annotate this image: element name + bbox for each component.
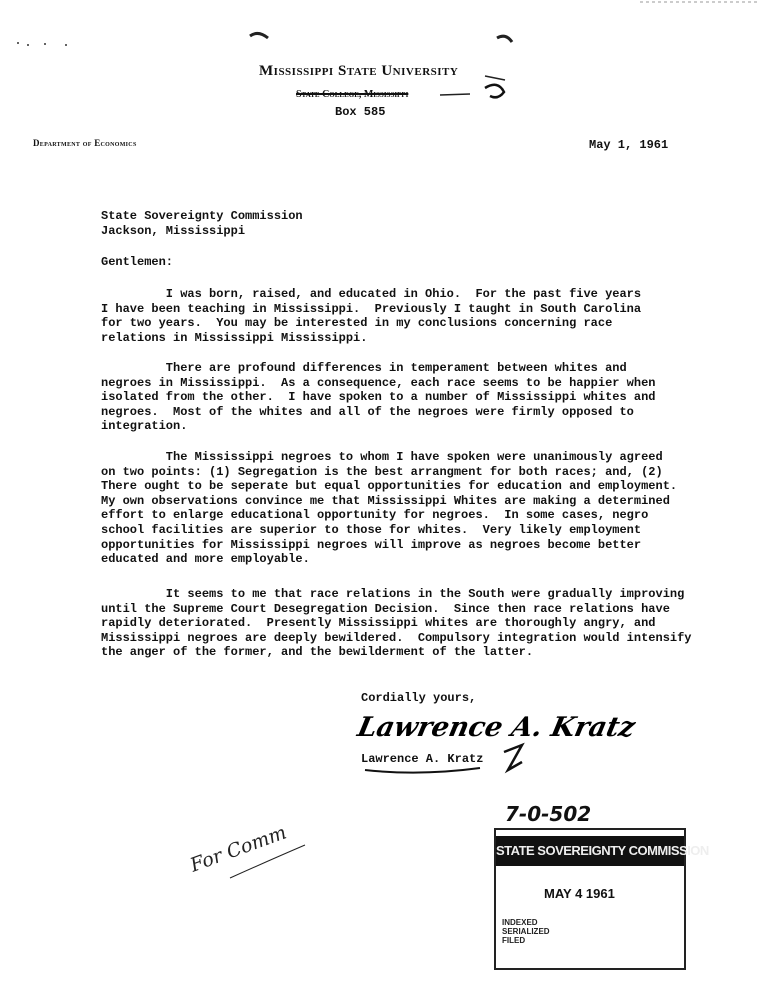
- salutation: Gentlemen:: [101, 255, 174, 269]
- recipient-line-1: State Sovereignty Commission: [101, 209, 303, 223]
- file-number: 7-0-502: [505, 802, 592, 826]
- stamp-banner: STATE SOVEREIGNTY COMMISSION: [496, 836, 684, 866]
- closing: Cordially yours,: [361, 691, 477, 705]
- recipient-address: [101, 209, 303, 238]
- letterhead-university: Mississippi State University: [259, 63, 459, 79]
- handwritten-signature: Lawrence A. Kratz: [354, 712, 638, 743]
- letterhead-box: Box 585: [335, 105, 386, 119]
- paragraph-1: I was born, raised, and educated in Ohio. For the past five years I have been teaching in Mississippi. Previously I taught in South Carolina for two years. You may be interested in my conclusions concerning race relations in Mississippi Mississippi.: [101, 287, 642, 345]
- paragraph-3: The Mississippi negroes to whom I have spoken were unanimously agreed on two points: (1) Segregation is the best arrangment for both races; and, (2) There ought to be seperate but equal opportunities for education and employment. My own observations convince me that Mississippi Whites are making a determined effort to enlarge educational opportunity for negroes. In some cases, negro school facilities are superior to those for whites. Very likely employment opportunities for Mississippi negroes will improve as negroes become better educated and more employable.: [101, 450, 678, 567]
- paragraph-2: There are profound differences in temperament between whites and negroes in Mississippi. As a consequence, each race seems to be happier when isolated from the other. I have spoken to a number of Mississippi whites and negroes. Most of the whites and all of the negroes were firmly opposed to integration.: [101, 361, 656, 434]
- handwritten-note: For Comm: [187, 821, 290, 877]
- department-label: Department of Economics: [33, 138, 137, 148]
- received-stamp: [494, 828, 709, 970]
- stamp-footer: INDEXED SERIALIZED FILED: [502, 918, 550, 945]
- paragraph-4: It seems to me that race relations in the South were gradually improving until the Supreme Court Desegregation Decision. Since then race relations have rapidly deteriorated. Presently Mississippi whites are thoroughly angry, and Mississippi negroes are deeply bewildered. Compulsory integration would intensify the anger of the former, and the bewilderment of the latter.: [101, 587, 692, 660]
- typed-name: Lawrence A. Kratz: [361, 752, 484, 766]
- letterhead-college: [296, 89, 408, 100]
- letterhead-college-text: State College, Mississippi: [296, 89, 409, 100]
- stamp-date: MAY 4 1961: [544, 886, 615, 901]
- letter-date: May 1, 1961: [589, 138, 669, 152]
- recipient-line-2: Jackson, Mississippi: [101, 223, 246, 238]
